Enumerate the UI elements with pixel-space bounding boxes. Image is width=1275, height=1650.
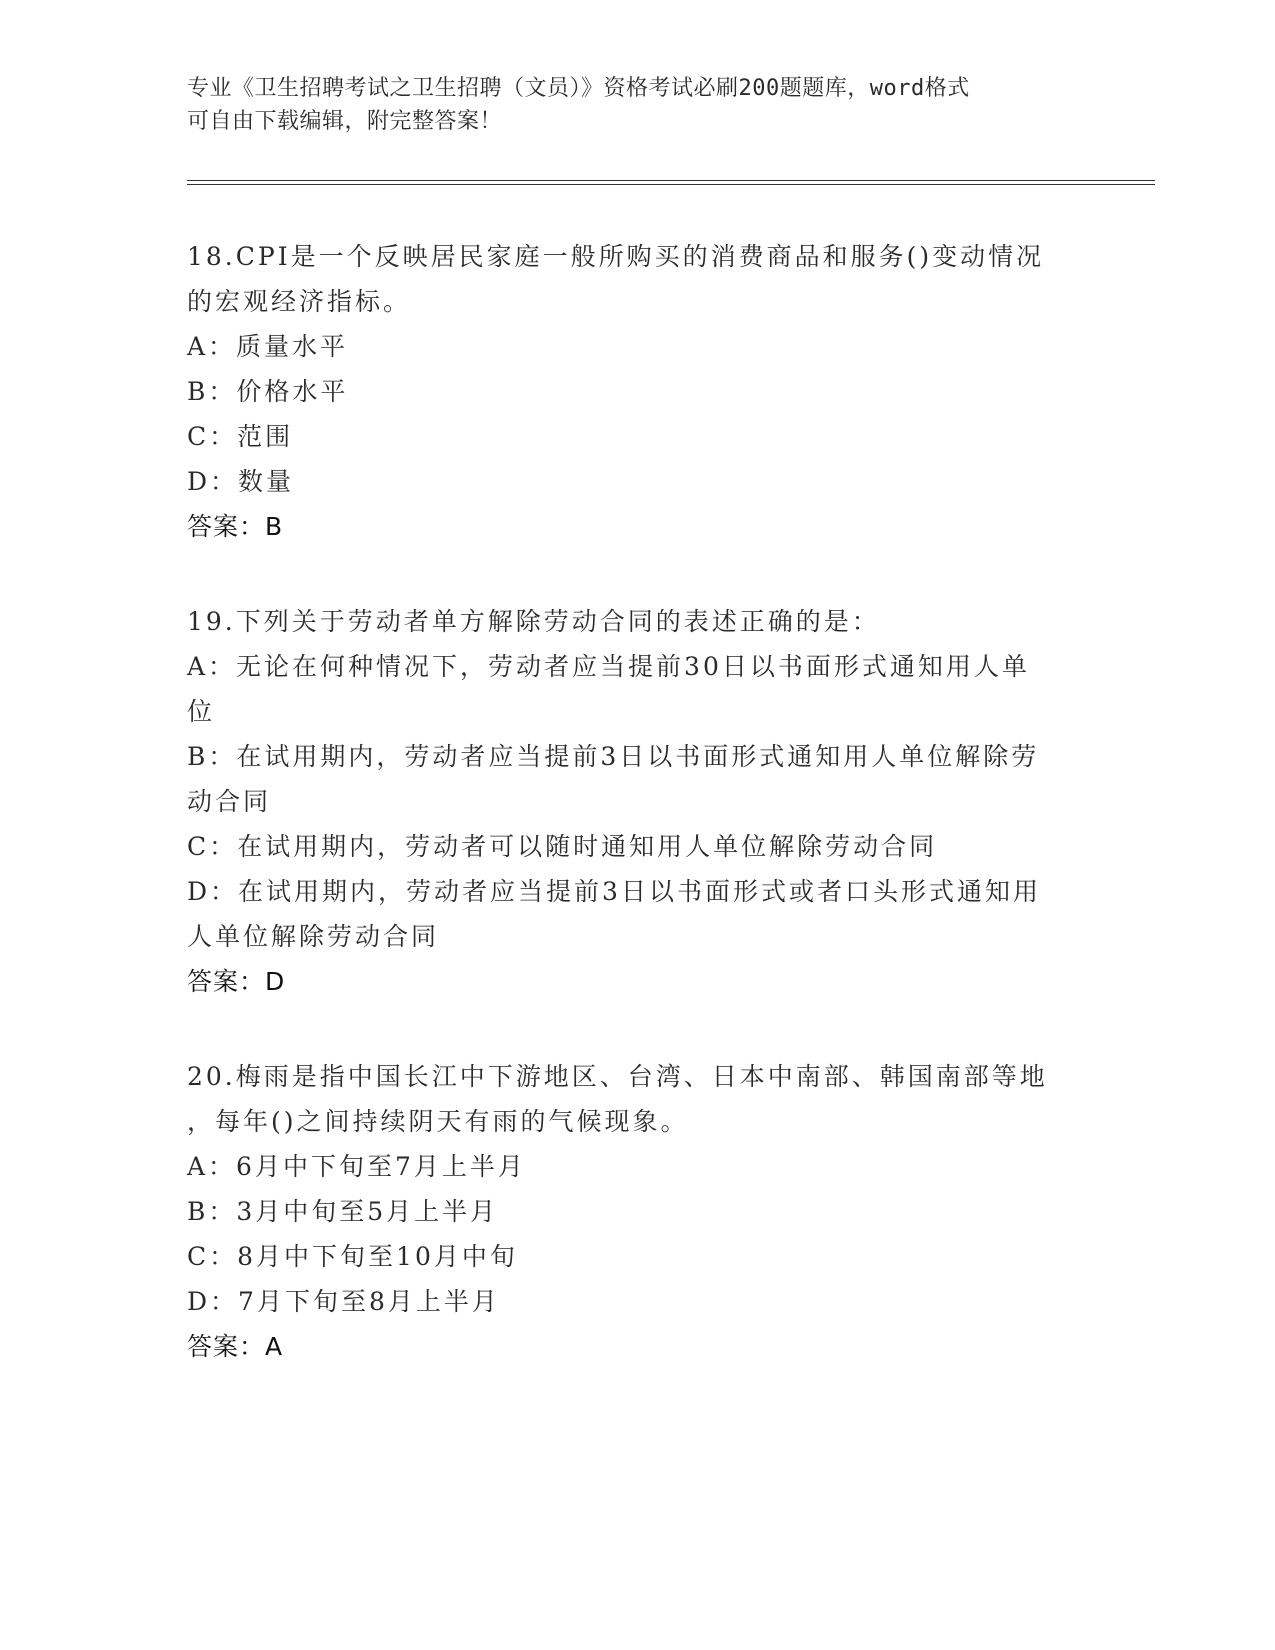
question-stem-line: 18.CPI是一个反映居民家庭一般所购买的消费商品和服务()变动情况 bbox=[187, 242, 1045, 271]
question-stem-line: 的宏观经济指标。 bbox=[187, 287, 412, 316]
question-stem-line: ，每年()之间持续阴天有雨的气候现象。 bbox=[187, 1107, 689, 1136]
header-line: 可自由下载编辑，附完整答案！ bbox=[187, 109, 503, 134]
answer-label: 答案：A bbox=[187, 1332, 284, 1361]
question-18 bbox=[187, 234, 1077, 549]
option-b: B：价格水平 bbox=[187, 377, 349, 406]
option-d: D：在试用期内，劳动者应当提前3日以书面形式或者口头形式通知用 bbox=[187, 877, 1041, 906]
option-d-continued: 人单位解除劳动合同 bbox=[187, 922, 440, 951]
header-divider bbox=[187, 184, 1155, 185]
question-20 bbox=[187, 1054, 1077, 1369]
option-b: B：在试用期内，劳动者应当提前3日以书面形式通知用人单位解除劳 bbox=[187, 742, 1040, 771]
option-c: C：8月中下旬至10月中旬 bbox=[187, 1242, 518, 1271]
option-d: D：数量 bbox=[187, 467, 295, 496]
question-stem-line: 20.梅雨是指中国长江中下游地区、台湾、日本中南部、韩国南部等地 bbox=[187, 1062, 1048, 1091]
option-a: A：无论在何种情况下，劳动者应当提前30日以书面形式通知用人单 bbox=[187, 652, 1030, 681]
question-stem-line: 19.下列关于劳动者单方解除劳动合同的表述正确的是： bbox=[187, 607, 880, 636]
option-a: A：质量水平 bbox=[187, 332, 349, 361]
answer-label: 答案：B bbox=[187, 512, 284, 541]
document-header bbox=[187, 72, 1067, 138]
answer-label: 答案：D bbox=[187, 967, 286, 996]
option-d: D：7月下旬至8月上半月 bbox=[187, 1287, 500, 1316]
option-c: C：范围 bbox=[187, 422, 294, 451]
option-a: A：6月中下旬至7月上半月 bbox=[187, 1152, 526, 1181]
option-c: C：在试用期内，劳动者可以随时通知用人单位解除劳动合同 bbox=[187, 832, 938, 861]
option-b: B：3月中旬至5月上半月 bbox=[187, 1197, 499, 1226]
header-divider bbox=[187, 180, 1155, 181]
question-19 bbox=[187, 599, 1077, 1004]
header-line: 专业《卫生招聘考试之卫生招聘（文员）》资格考试必刷200题题库，word格式 bbox=[187, 76, 970, 101]
option-b-continued: 动合同 bbox=[187, 787, 272, 816]
option-a-continued: 位 bbox=[187, 697, 216, 726]
